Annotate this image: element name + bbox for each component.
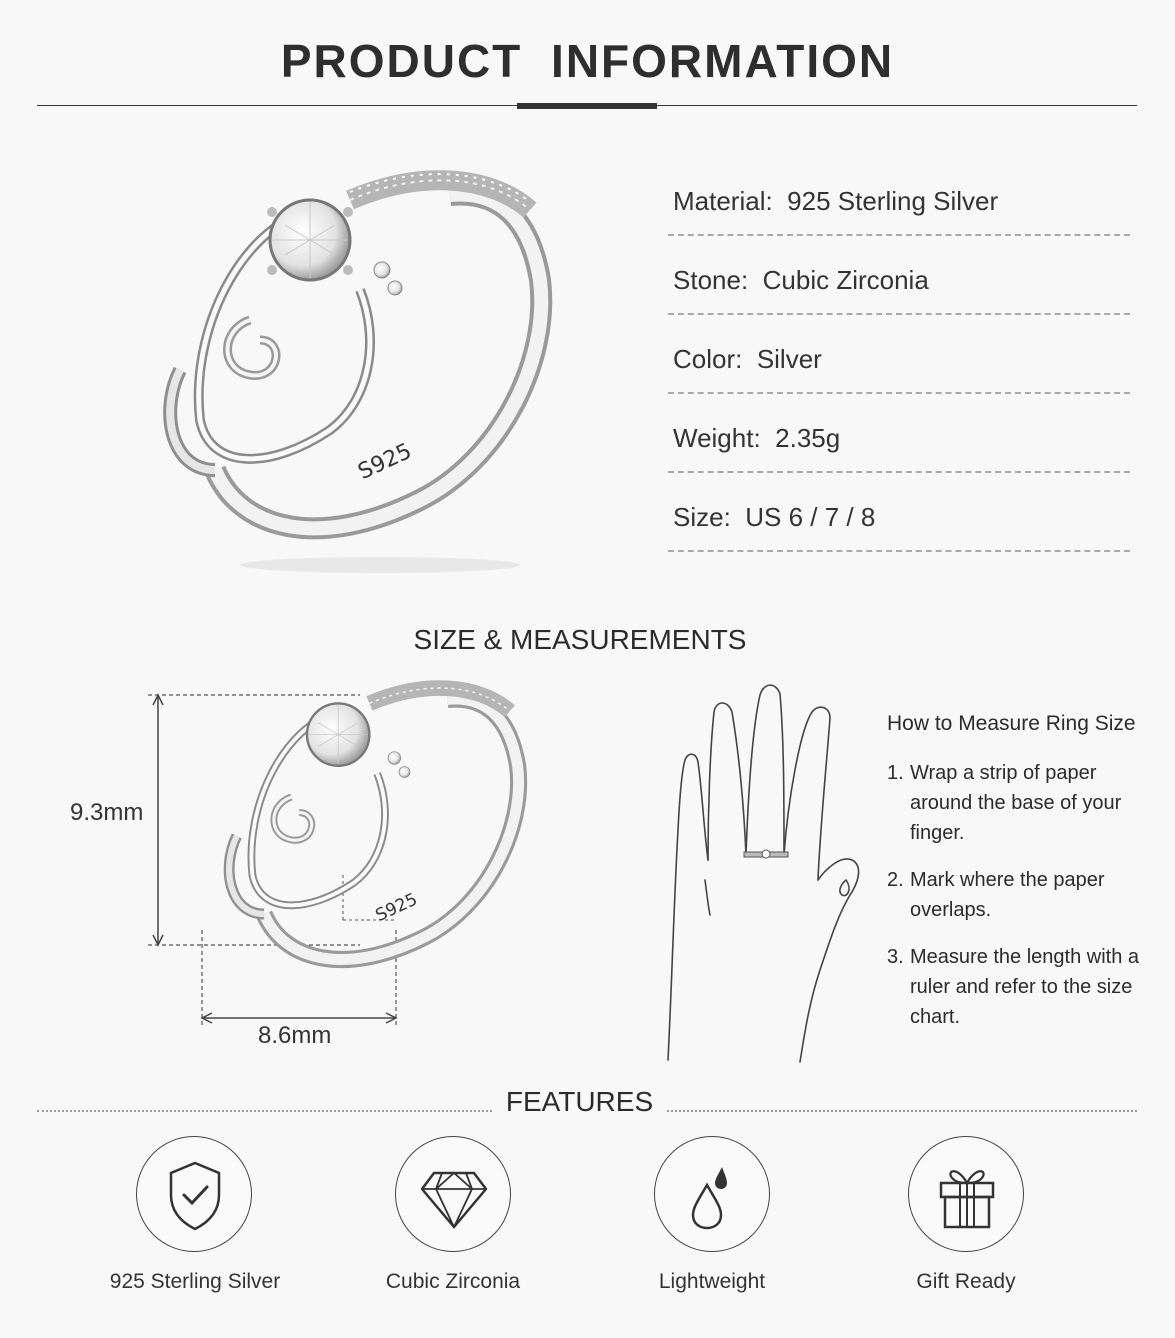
feature-badge-lightweight — [654, 1136, 770, 1252]
spec-label: Size: — [673, 502, 731, 532]
howto-step — [887, 865, 1157, 925]
spec-value: 925 Sterling Silver — [787, 186, 999, 216]
feature-badge-silver — [136, 1136, 252, 1252]
engraving-text: S925 — [372, 889, 421, 927]
spec-label: Weight: — [673, 423, 761, 453]
features-title: FEATURES — [505, 1086, 654, 1117]
spec-value: Cubic Zirconia — [762, 265, 929, 295]
spec-row-weight — [668, 395, 1130, 473]
width-dimension-label: 8.6mm — [258, 1022, 332, 1049]
spec-value: US 6 / 7 / 8 — [745, 502, 876, 532]
gift-icon — [909, 1137, 1025, 1253]
howto-step — [887, 758, 1157, 848]
features-divider-left — [37, 1110, 492, 1112]
spec-row-size — [668, 474, 1130, 552]
feature-badge-gift — [908, 1136, 1024, 1252]
howto-step — [887, 942, 1157, 1032]
feature-label: Cubic Zirconia — [385, 1270, 521, 1293]
features-divider-right — [667, 1110, 1137, 1112]
spec-label: Stone: — [673, 265, 749, 295]
hand-illustration — [660, 680, 875, 1065]
spec-label: Material: — [673, 186, 773, 216]
step-number: 2. — [887, 869, 904, 891]
ring-product-image — [120, 170, 580, 590]
spec-value: 2.35g — [775, 423, 841, 453]
spec-label: Color: — [673, 344, 743, 374]
title-accent-bar — [517, 103, 657, 109]
spec-value: Silver — [756, 344, 822, 374]
step-text: Wrap a strip of paper around the base of your finger. — [910, 762, 1122, 844]
engraving-text: S925 — [354, 438, 416, 486]
step-number: 1. — [887, 762, 904, 784]
droplets-icon — [655, 1137, 771, 1253]
ring-dimension-diagram — [140, 680, 560, 1050]
step-number: 3. — [887, 946, 904, 968]
diamond-icon — [396, 1137, 512, 1253]
feature-label: Lightweight — [658, 1270, 766, 1293]
feature-badge-zirconia — [395, 1136, 511, 1252]
page-title: PRODUCT INFORMATION — [280, 35, 895, 87]
spec-row-color — [668, 316, 1130, 394]
howto-title: How to Measure Ring Size — [887, 712, 1136, 735]
measurements-title: SIZE & MEASUREMENTS — [413, 624, 747, 655]
height-dimension-label: 9.3mm — [70, 799, 144, 826]
spec-row-material — [668, 158, 1130, 236]
spec-row-stone — [668, 237, 1130, 315]
step-text: Measure the length with a ruler and refer to the size chart. — [910, 946, 1140, 1028]
feature-label: 925 Sterling Silver — [109, 1270, 281, 1293]
shield-check-icon — [137, 1137, 253, 1253]
feature-label: Gift Ready — [916, 1270, 1016, 1293]
step-text: Mark where the paper overlaps. — [910, 869, 1105, 921]
ring-on-finger-icon — [744, 850, 788, 858]
